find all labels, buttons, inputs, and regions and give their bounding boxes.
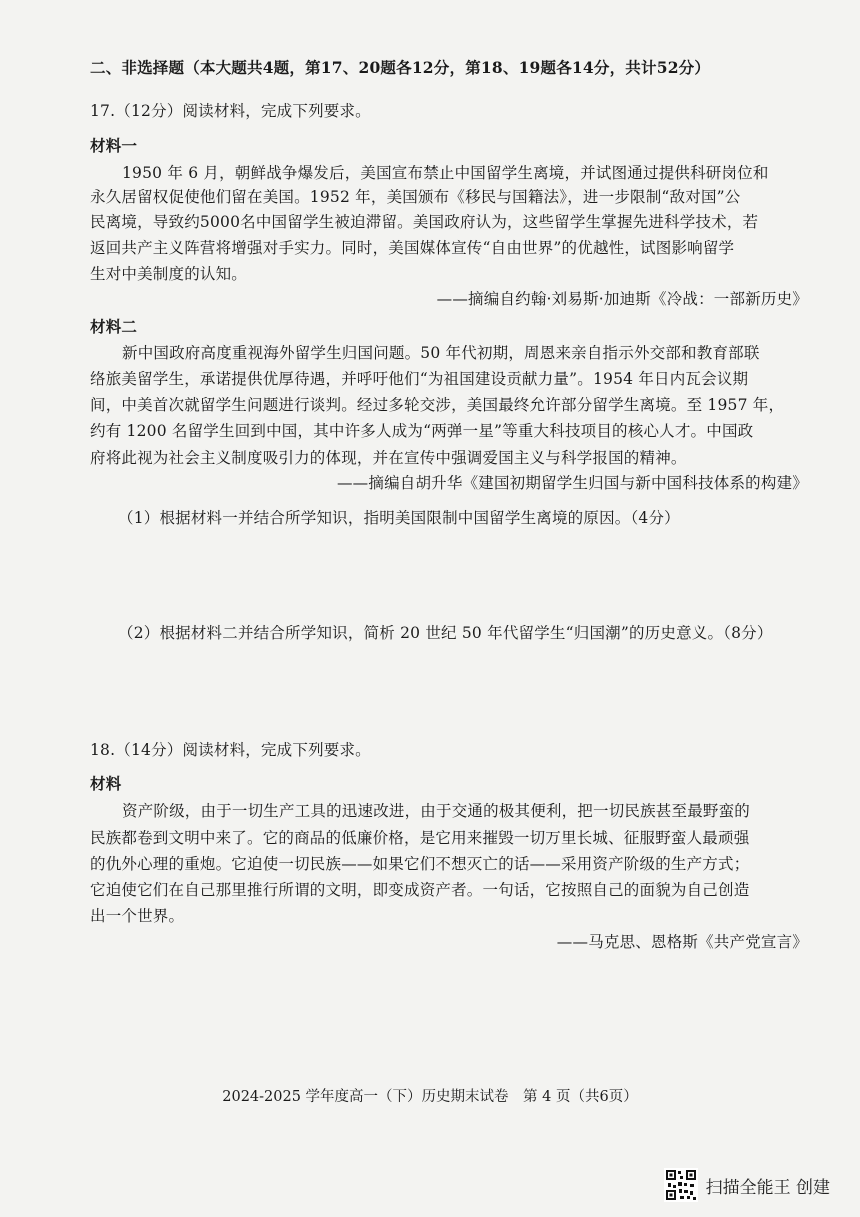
q17-material1-line: 返回共产主义阵营将增强对手实力。同时，美国媒体宣传“自由世界”的优越性，试图影响留学 bbox=[90, 239, 735, 257]
q17-material1-line: 民离境，导致约5000名中国留学生被迫滞留。美国政府认为，这些留学生掌握先进科学技术，若 bbox=[90, 213, 759, 231]
q17-subquestion-1: （1）根据材料一并结合所学知识，指明美国限制中国留学生离境的原因。（4分） bbox=[118, 509, 680, 527]
q17-material1-label: 材料一 bbox=[90, 136, 138, 155]
q17-material2-line: 府将此视为社会主义制度吸引力的体现，并在宣传中强调爱国主义与科学报国的精神。 bbox=[90, 449, 687, 467]
q18-material-line: 资产阶级，由于一切生产工具的迅速改进，由于交通的极其便利，把一切民族甚至最野蛮的 bbox=[122, 802, 751, 820]
q17-material2-line: 约有 1200 名留学生回到中国，其中许多人成为“两弹一星”等重大科技项目的核心人才。中国政 bbox=[90, 422, 754, 440]
q17-material1-source: ——摘编自约翰·刘易斯·加迪斯《冷战：一部新历史》 bbox=[436, 290, 808, 308]
page-footer: 2024-2025 学年度高一（下）历史期末试卷 第 4 页（共6页） bbox=[222, 1089, 638, 1105]
section-title: 二、非选择题（本大题共4题，第17、20题各12分，第18、19题各14分，共计52分） bbox=[90, 58, 711, 77]
q17-material1-line: 1950 年 6 月，朝鲜战争爆发后，美国宣布禁止中国留学生离境，并试图通过提供科研岗位和 bbox=[122, 164, 769, 182]
q18-material-line: 它迫使它们在自己那里推行所谓的文明，即变成资产者。一句话，它按照自己的面貌为自己创造 bbox=[90, 881, 750, 899]
q17-stem: 17.（12分）阅读材料，完成下列要求。 bbox=[90, 102, 371, 120]
q18-material-line: 民族都卷到文明中来了。它的商品的低廉价格，是它用来摧毁一切万里长城、征服野蛮人最顽强 bbox=[90, 829, 750, 847]
qr-code-icon bbox=[664, 1168, 698, 1202]
q17-material2-label: 材料二 bbox=[90, 317, 138, 336]
q17-material2-line: 新中国政府高度重视海外留学生归国问题。50 年代初期，周恩来亲自指示外交部和教育部联 bbox=[122, 344, 760, 362]
q17-material2-line: 络旅美留学生，承诺提供优厚待遇，并呼吁他们“为祖国建设贡献力量”。1954 年日内瓦会议期 bbox=[90, 370, 749, 388]
q18-material-source: ——马克思、恩格斯《共产党宣言》 bbox=[556, 933, 808, 951]
q18-stem: 18.（14分）阅读材料，完成下列要求。 bbox=[90, 741, 371, 759]
q18-material-line: 出一个世界。 bbox=[90, 907, 185, 925]
q18-material-line: 的仇外心理的重炮。它迫使一切民族——如果它们不想灭亡的话——采用资产阶级的生产方式； bbox=[90, 855, 750, 873]
q17-material2-line: 间，中美首次就留学生问题进行谈判。经过多轮交涉，美国最终允许部分留学生离境。至 1957 年， bbox=[90, 396, 785, 414]
q17-material1-line: 生对中美制度的认知。 bbox=[90, 265, 248, 283]
q18-material-label: 材料 bbox=[90, 774, 122, 793]
watermark-text: 扫描全能王 创建 bbox=[705, 1177, 830, 1198]
q17-material2-source: ——摘编自胡升华《建国初期留学生归国与新中国科技体系的构建》 bbox=[336, 474, 808, 492]
scanner-watermark bbox=[664, 1168, 830, 1202]
q17-subquestion-2: （2）根据材料二并结合所学知识，简析 20 世纪 50 年代留学生“归国潮”的历史意义。（8分） bbox=[118, 624, 773, 642]
q17-material1-line: 永久居留权促使他们留在美国。1952 年，美国颁布《移民与国籍法》，进一步限制“敌对国”公 bbox=[90, 188, 741, 206]
